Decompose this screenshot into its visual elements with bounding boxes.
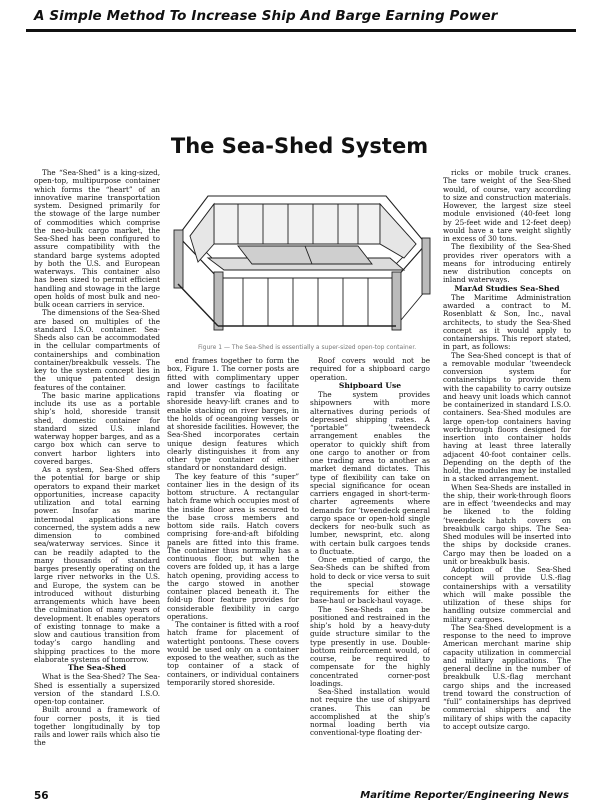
section-banner: A Simple Method To Increase Ship And Barge Earning Power	[34, 8, 498, 24]
paragraph: The container is fitted with a roof hatch frame for placement of watertight pontoons. These covers would be used only on a container exposed to the weather, such as the top container of a stack of containers, or individual containers temporarily stored shoreside.	[167, 620, 299, 687]
section-heading: Shipboard Use	[338, 380, 402, 390]
paragraph: Sea-Shed installation would not require the use of shipyard cranes. This can be accomplished at the ship’s normal loading berth via conventional-type floating der-	[310, 687, 430, 738]
paragraph: The Sea-Shed concept is that of a removable modular ’tweendeck conversion system for containerships to provide them with the capability to carry outsize and heavy unit loads which cannot be containerized in standard I.S.O. containers. Sea-Shed modules are large open-top containers having work-through floors designed for insertion into container holds having at least three laterally adjacent 40-foot container cells. Depending on the depth of the hold, the modules may be installed in a stacked arrangement.	[443, 350, 571, 484]
paragraph: The Maritime Administration awarded a contract to M. Rosenblatt & Son, Inc., naval architects, to study the Sea-Shed concept as it would apply to containerships. This report stated, in part, as follows:	[443, 292, 571, 352]
paragraph: end frames together to form the box, Figure 1. The corner posts are fitted with complimentary upper and lower castings to facilitate rapid transfer via floating or shoreside heavy-lift cranes and to enable stacking on river barges, in the holds of oceangoing vessels or at shoreside facilities. However, the Sea-Shed incorporates certain unique design features which clearly distinguishes it from any other type container of either standard or nonstandard design.	[167, 357, 299, 473]
figure-sea-shed-illustration	[168, 166, 433, 342]
banner-rule	[26, 29, 576, 32]
text-column-2	[167, 357, 299, 773]
section-heading: MarAd Studies Sea-Shed	[454, 283, 560, 293]
page-number: 56	[34, 790, 49, 802]
publication-name: Maritime Reporter/Engineering News	[360, 790, 569, 801]
paragraph: Built around a framework of four corner posts, it is tied together longitudinally by top rails and lower rails which also tie the	[34, 705, 160, 748]
paragraph: The key feature of this “super” container lies in the design of its bottom structure. A rectangular hatch frame which occupies most of the inside floor area is secured to the base cross members and bottom side rails. Hatch covers comprising fore-and-aft bifolding panels are fitted into this frame. The container thus normally has a continuous floor, but when the covers are folded up, it has a large hatch opening, providing access to the cargo stowed in another container placed beneath it. The fold-up floor feature provides for considerable flexibility in cargo operations.	[167, 471, 299, 621]
figure-caption: Figure 1 — The Sea-Shed is essentially a super-sized open-top container.	[198, 344, 417, 351]
section-heading: The Sea-Shed	[67, 663, 127, 672]
text-column-4	[443, 169, 571, 773]
paragraph: ricks or mobile truck cranes. The tare weight of the Sea-Shed would, of course, vary according to size and construction materials. However, the largest size steel module envisioned (40-feet long by 25-feet wide and 12-feet deep) would have a tare weight slightly in excess of 30 tons.	[443, 169, 571, 243]
paragraph: The flexibility of the Sea-Shed provides river operators with a means for introducing entirely new distribution concepts on inland waterways.	[443, 242, 571, 285]
paragraph: Roof covers would not be required for a shipboard cargo operation.	[310, 357, 430, 382]
paragraph: Once emptied of cargo, the Sea-Sheds can be shifted from hold to deck or vice versa to suit the special stowage requirements for either the base-haul or back-haul voyage.	[310, 555, 430, 606]
paragraph: Adoption of the Sea-Shed concept will provide U.S.-flag containerships with a versatility which will make possible the utilization of these ships for handling outsize commercial and military cargoes.	[443, 565, 571, 624]
text-column-1	[34, 169, 160, 773]
paragraph: The system provides shipowners with more alternatives during periods of depressed shipping rates. A “portable” ’tweendeck arrangement enables the operator to quickly shift from one cargo to another or from one trading area to another as market demand dictates. This type of flexibility can take on special significance for ocean carriers engaged in short-term-charter agreements where demands for ’tweendeck general cargo space or open-hold single deckers for neo-bulk such as lumber, newsprint, etc. along with certain bulk cargoes tends to fluctuate.	[310, 390, 430, 556]
paragraph: What is the Sea-Shed? The Sea-Shed is essentially a supersized version of the standard I.S.O. open-top container.	[34, 672, 160, 706]
paragraph: The dimensions of the Sea-Shed are based on multiples of the standard I.S.O. container. Sea-Sheds also can be accommodated in the cellular compartments of containerships and combination container/breakbulk vessels. The key to the system concept lies in the unique patented design features of the container.	[34, 308, 160, 392]
paragraph: The Sea-Sheds can be positioned and restrained in the ship’s hold by a heavy-duty guide structure similar to the type presently in use. Double-bottom reinforcement would, of course, be required to compensate for the highly concentrated corner-post loadings.	[310, 604, 430, 688]
article-title: The Sea-Shed System	[170, 134, 429, 158]
paragraph: The “Sea-Shed” is a king-sized, open-top, multipurpose container which forms the “heart” of an innovative marine transportation system. Designed primarily for the stowage of the large number of commodities which comprise the neo-bulk cargo market, the Sea-Shed has been configured to assure compatibility with the standard barge systems adopted by both the U.S. and European waterways. This container also has been sized to permit efficient handling and stowage in the large open holds of most bulk and neo-bulk ocean carriers in service.	[34, 169, 160, 309]
text-column-3	[310, 357, 430, 773]
paragraph: When Sea-Sheds are installed in the ship, their work-through floors are in effect ’tweendecks and may be likened to the folding ’tweendeck hatch covers on breakbulk cargo ships. The Sea-Shed modules will be inserted into the ships by dockside cranes. Cargo may then be loaded on a unit or breakbulk basis.	[443, 482, 571, 566]
paragraph: As a system, Sea-Shed offers the potential for barge or ship operators to expand their market opportunities, increase capacity utilization and total earning power. Insofar as marine intermodal applications are concerned, the system adds a new dimension to combined sea/waterway services. Since it can be readily adapted to the many thousands of standard barges presently operating on the large river networks in the U.S. and Europe, the system can be introduced without disturbing arrangements which have been the culmination of many years of development. It enables operators of existing tonnage to make a slow and cautious transition from today’s cargo handling and shipping practices to the more elaborate systems of tomorrow.	[34, 465, 160, 664]
paragraph: The basic marine applications include its use as a portable ship’s hold, shoreside transit shed, domestic container for standard sized U.S. inland waterway hopper barges, and as a cargo box which can serve to convert harbor lighters into covered barges.	[34, 390, 160, 466]
paragraph: The Sea-Shed development is a response to the need to improve American merchant marine ship capacity utilization in commercial and military applications. The general decline in the number of breakbulk U.S.-flag merchant cargo ships and the increased trend toward the construction of “full” containerships has deprived commercial shippers and the military of ships with the capacity to accept outsize cargo.	[443, 622, 571, 731]
